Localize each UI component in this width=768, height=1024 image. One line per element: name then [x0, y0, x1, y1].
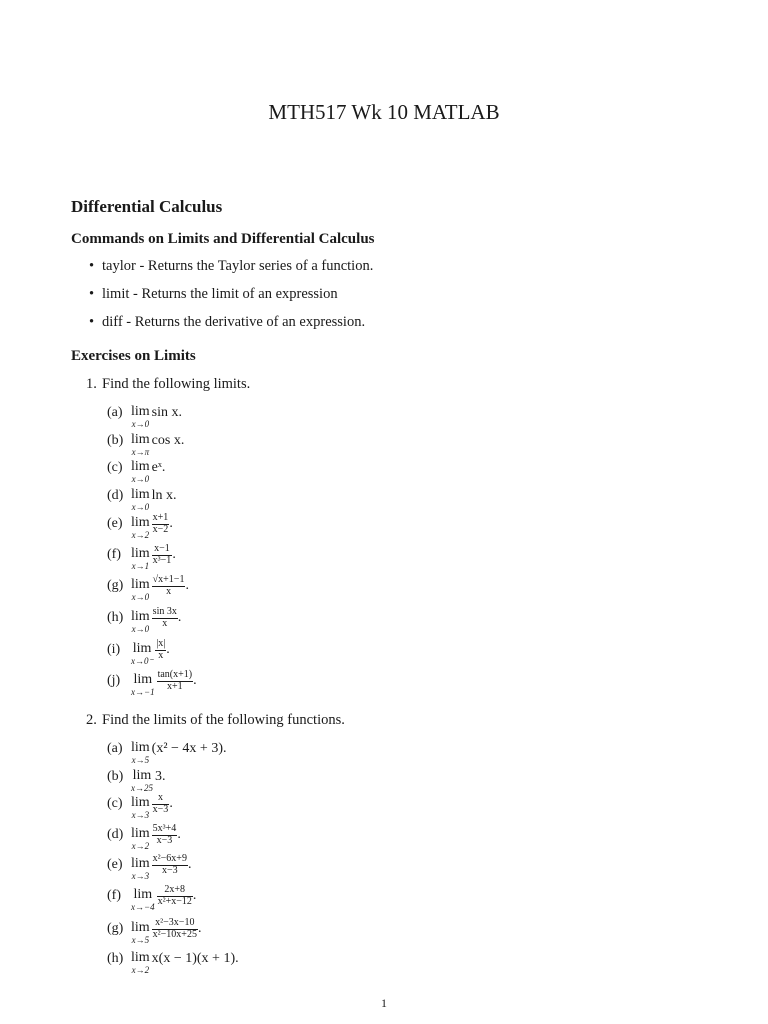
item-label: (d) [107, 827, 124, 842]
limit-item [107, 853, 192, 881]
limit-operator [131, 921, 150, 945]
limit-item [107, 884, 197, 912]
fraction-denominator: x [158, 649, 164, 661]
fraction-numerator: sin 3x [152, 606, 177, 617]
limit-subscript: x→2 [131, 530, 150, 540]
limit-subscript: x→π [131, 447, 150, 457]
limit-operator [131, 951, 150, 975]
period: . [177, 610, 182, 625]
period: . [169, 796, 173, 811]
limit-item [107, 823, 181, 851]
limit-operator [131, 433, 150, 457]
fraction-numerator: x−1 [152, 544, 173, 556]
limit-subscript: x→0 [131, 419, 150, 429]
lim-word: lim [131, 432, 150, 447]
limit-subscript: x→0⁻ [131, 656, 154, 666]
bullet-icon: • [89, 314, 95, 330]
lim-word: lim [131, 920, 150, 935]
period: . [177, 827, 181, 842]
lim-word: lim [131, 577, 150, 592]
limit-operator [131, 673, 155, 697]
fraction-numerator: x+1 [152, 512, 169, 523]
fraction-numerator: x²−6x+9 [152, 853, 187, 864]
limit-subscript: x→2 [131, 965, 150, 975]
fraction-denominator: x−3 [156, 834, 173, 846]
limit-item [107, 606, 182, 634]
limit-operator [131, 857, 150, 881]
limit-expression: x(x − 1)(x + 1). [151, 951, 239, 966]
limit-item [107, 638, 170, 666]
lim-word: lim [132, 768, 152, 783]
lim-word: lim [131, 487, 150, 502]
lim-word: lim [131, 826, 150, 841]
fraction [157, 670, 194, 692]
limit-operator [131, 547, 150, 571]
fraction-denominator: x−3 [161, 864, 178, 876]
fraction-denominator: x [166, 585, 172, 597]
page-number: 1 [381, 996, 387, 1010]
limit-expression: eˣ. [151, 460, 166, 475]
fraction-denominator: x−3 [152, 803, 169, 815]
fraction-numerator: 2x+8 [157, 885, 193, 897]
item-label: (h) [107, 951, 124, 966]
limit-subscript: x→1 [131, 561, 150, 571]
limit-subscript: x→0 [131, 474, 150, 484]
commands-heading: Commands on Limits and Differential Calculus [71, 231, 375, 247]
fraction [152, 854, 188, 876]
lim-word: lim [133, 887, 153, 902]
limit-subscript: x→5 [131, 935, 150, 945]
limit-subscript: x→0 [131, 502, 150, 512]
fraction-denominator: x³−1 [152, 554, 172, 566]
fraction [155, 639, 166, 661]
fraction-numerator: |x| [156, 638, 166, 649]
lim-word: lim [131, 795, 150, 810]
lim-word: lim [131, 950, 150, 965]
item-label: (g) [107, 921, 124, 936]
fraction [152, 793, 170, 815]
fraction-denominator: x [162, 617, 168, 629]
limit-expression: sin x. [151, 405, 183, 420]
limit-item [107, 574, 189, 602]
question-2: 2. Find the limits of the following functions. [86, 712, 345, 728]
limit-item [107, 741, 226, 765]
limit-operator [131, 578, 150, 602]
lim-word: lim [131, 459, 150, 474]
fraction-denominator: x+1 [167, 680, 183, 692]
item-label: (h) [107, 610, 124, 625]
fraction-denominator: x²+x−12 [157, 895, 192, 907]
item-label: (f) [107, 888, 121, 903]
lim-word: lim [131, 404, 150, 419]
limit-subscript: x→2 [131, 841, 150, 851]
item-label: (f) [107, 547, 121, 562]
item-label: (a) [107, 405, 123, 420]
limit-subscript: x→3 [131, 810, 150, 820]
fraction-numerator: x²−3x−10 [152, 918, 198, 930]
limit-operator [131, 741, 150, 765]
item-label: (c) [107, 460, 123, 475]
period: . [185, 578, 189, 593]
lim-word: lim [131, 609, 150, 624]
limit-operator [131, 516, 150, 540]
section-heading: Differential Calculus [71, 197, 223, 216]
period: . [187, 857, 192, 872]
fraction-denominator: x²−10x+25 [152, 928, 197, 940]
limit-subscript: x→5 [131, 755, 150, 765]
item-label: (g) [107, 578, 124, 593]
limit-operator [131, 488, 150, 512]
lim-word: lim [131, 740, 150, 755]
period: . [193, 673, 197, 688]
period: . [172, 547, 176, 562]
limit-subscript: x→−4 [131, 902, 155, 912]
fraction [152, 918, 198, 940]
limit-item [107, 951, 239, 975]
item-label: (j) [107, 673, 121, 688]
exercises-heading: Exercises on Limits [71, 348, 196, 364]
bullet-icon: • [89, 258, 95, 274]
fraction [157, 885, 193, 907]
lim-word: lim [131, 546, 150, 561]
limit-operator [131, 610, 150, 634]
limit-operator [131, 796, 150, 820]
command-item-taylor: • taylor - Returns the Taylor series of a function. [89, 258, 374, 274]
limit-item [107, 917, 202, 945]
limit-operator [131, 405, 150, 429]
document-title: MTH517 Wk 10 MATLAB [268, 100, 500, 124]
lim-word: lim [131, 856, 150, 871]
item-label: (b) [107, 433, 124, 448]
limit-expression: 3. [155, 769, 166, 784]
limit-operator [131, 642, 153, 666]
limit-subscript: x→−1 [131, 687, 155, 697]
limit-subscript: x→25 [131, 783, 153, 793]
lim-word: lim [132, 641, 152, 656]
fraction [152, 513, 170, 535]
item-label: (c) [107, 796, 123, 811]
question-1: 1. Find the following limits. [86, 376, 251, 392]
limit-expression: (x² − 4x + 3). [151, 741, 227, 756]
fraction-numerator: x [152, 793, 170, 805]
limit-item [107, 405, 182, 429]
item-label: (d) [107, 488, 124, 503]
item-label: (i) [107, 642, 121, 657]
limit-item [107, 769, 166, 793]
fraction-numerator: tan(x+1) [157, 669, 193, 680]
item-label: (e) [107, 857, 123, 872]
limit-subscript: x→0 [131, 592, 150, 602]
limit-item [107, 669, 197, 697]
command-item-limit: • limit - Returns the limit of an expression [89, 286, 338, 302]
item-label: (e) [107, 516, 123, 531]
limit-item [107, 792, 173, 820]
fraction-denominator: x−2 [152, 523, 169, 535]
period: . [166, 642, 170, 657]
limit-item [107, 512, 173, 540]
fraction-numerator: √x+1−1 [152, 574, 185, 585]
limit-operator [131, 460, 150, 484]
fraction [152, 824, 178, 846]
limit-operator [131, 827, 150, 851]
item-label: (a) [107, 741, 123, 756]
item-label: (b) [107, 769, 124, 784]
limit-subscript: x→0 [131, 624, 150, 634]
limit-operator [131, 888, 155, 912]
limit-expression: cos x. [151, 433, 185, 448]
period: . [197, 921, 202, 936]
fraction [152, 575, 186, 597]
limit-item [107, 433, 184, 457]
command-item-diff: • diff - Returns the derivative of an expression. [89, 314, 366, 330]
period: . [192, 888, 197, 903]
limit-expression: ln x. [151, 488, 177, 503]
limit-item [107, 460, 165, 484]
period: . [169, 516, 173, 531]
limit-subscript: x→3 [131, 871, 150, 881]
limit-operator [131, 769, 153, 793]
lim-word: lim [131, 515, 150, 530]
fraction-numerator: 5x³+4 [152, 823, 177, 834]
lim-word: lim [133, 672, 153, 687]
bullet-icon: • [89, 286, 95, 302]
limit-item [107, 488, 177, 512]
limit-item [107, 543, 176, 571]
fraction [152, 607, 178, 629]
fraction [152, 544, 173, 566]
